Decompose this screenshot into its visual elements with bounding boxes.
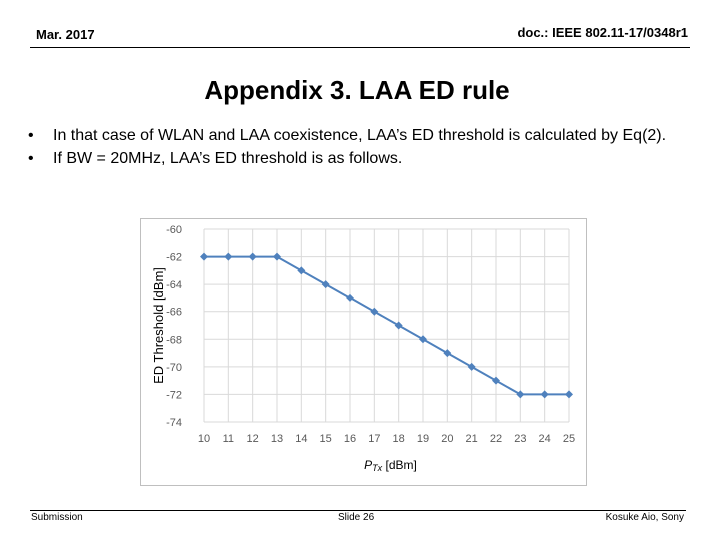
y-tick-label: -70 [166,361,182,374]
y-tick-label: -74 [166,417,182,429]
x-tick-label: 14 [295,433,308,445]
data-point-marker [297,266,305,274]
data-point-marker [565,390,573,398]
x-tick-label: 25 [562,433,576,445]
data-point-marker [516,390,524,398]
y-tick-label: -72 [166,389,182,402]
data-point-marker [273,253,281,261]
footer-rule [30,510,686,511]
data-point-marker [395,322,403,330]
x-tick-label: 16 [343,433,357,445]
data-point-marker [322,280,330,288]
y-axis-title: ED Threshold [dBm] [151,267,166,384]
y-tick-label: -66 [166,306,182,319]
x-tick-label: 13 [270,433,284,445]
x-tick-label: 19 [416,433,430,445]
data-point-marker [224,253,232,261]
x-tick-label: 18 [392,433,405,445]
x-tick-label: 10 [197,433,211,445]
footer-submission: Submission [31,512,83,523]
y-tick-label: -62 [166,251,182,264]
data-point-marker [468,363,476,371]
x-tick-label: 22 [489,433,503,445]
footer-author: Kosuke Aio, Sony [605,512,684,523]
bullet-item [28,147,704,170]
ed-threshold-chart [141,219,586,485]
bullet-marker: • [28,127,34,144]
x-tick-label: 17 [368,433,381,445]
data-point-marker [541,390,549,398]
x-tick-label: 20 [441,433,454,445]
footer-slide-number: Slide 26 [338,512,375,523]
x-tick-label: 23 [514,433,527,445]
slide-title: Appendix 3. LAA ED rule [204,75,510,105]
data-point-marker [370,308,378,316]
bullet-list [28,124,704,170]
y-tick-label: -64 [166,279,182,292]
bullet-item [28,124,704,147]
chart-frame [140,218,587,486]
x-tick-label: 11 [222,433,235,445]
bullet-marker: • [28,150,34,167]
data-point-marker [419,335,427,343]
series-line [204,257,569,395]
x-tick-label: 15 [319,433,332,445]
bullet-text: In that case of WLAN and LAA coexistence, LAA’s ED threshold is calculated by Eq(2). [53,127,667,144]
y-tick-label: -68 [166,334,182,347]
x-axis-title: PTx [dBm] [364,458,417,473]
bullet-text: If BW = 20MHz, LAA’s ED threshold is as follows. [53,150,403,167]
data-point-marker [200,253,208,261]
header-date: Mar. 2017 [36,27,95,42]
data-point-marker [443,349,451,357]
data-point-marker [249,253,257,261]
y-tick-label: -60 [166,224,182,236]
header-rule [30,47,690,48]
header-doc-id: doc.: IEEE 802.11-17/0348r1 [517,25,688,40]
x-tick-label: 12 [246,433,259,445]
data-point-marker [492,377,500,385]
data-point-marker [346,294,354,302]
x-tick-label: 24 [538,433,551,445]
x-tick-label: 21 [465,433,478,445]
